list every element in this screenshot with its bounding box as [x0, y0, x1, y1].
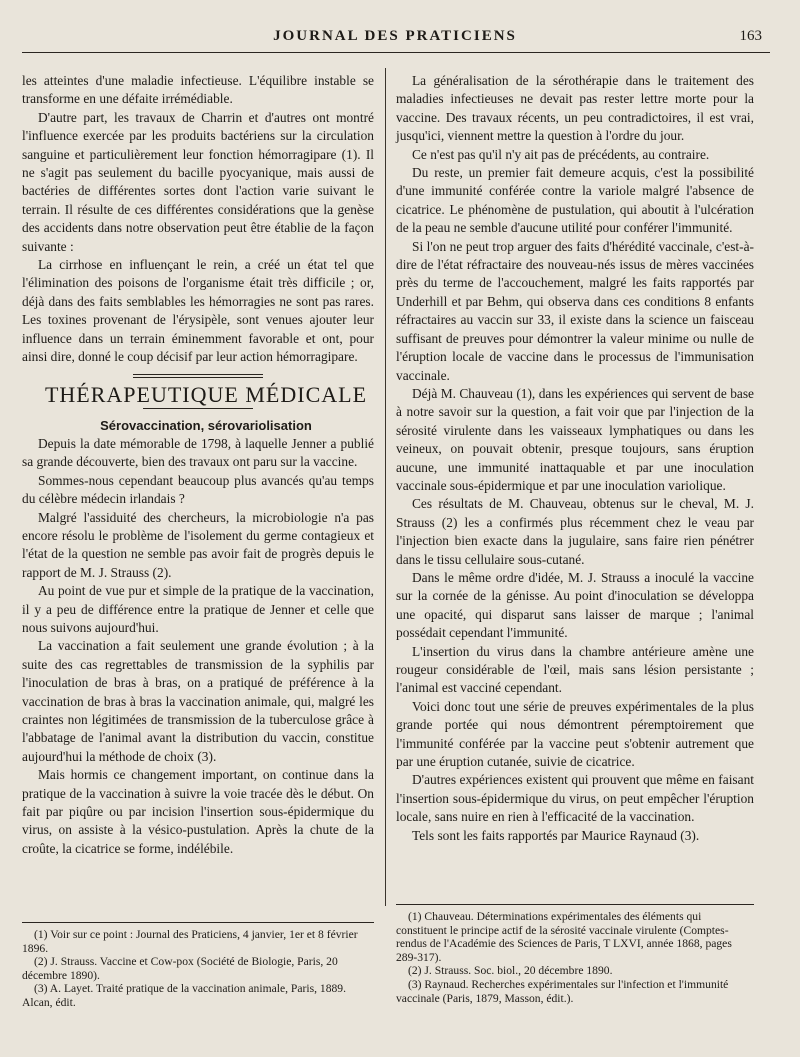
- paragraph: Dans le même ordre d'idée, M. J. Strauss a inoculé la vaccine sur la cornée de la génisse. Au point d'inoculation se développa une opacité, qui disparut sans laisser de marque ; l'animal possédait cependant l'immunité.: [396, 569, 754, 641]
- running-title: JOURNAL DES PRATICIENS: [273, 28, 517, 44]
- title-underline: [143, 408, 253, 409]
- page-header: [20, 26, 770, 50]
- footnote-rule-right: [396, 904, 754, 905]
- paragraph: La vaccination a fait seulement une grande évolution ; à la suite des cas regrettables de transmission de la syphilis par l'inoculation de bras à bras, on a pratiqué de préférence à la vaccination de bras à bras la vaccination animale, qui, malgré les craintes non légitimées de transmission de la tuberculose grâce à l'abbatage de l'animal avant la distribution du vaccin, constitue aujourd'hui la méthode de choix (3).: [22, 638, 374, 764]
- paragraph: Mais hormis ce changement important, on continue dans la pratique de la vaccination à suivre la voie tracée dès le début. On fait par piqûre ou par incision l'insertion sous-épidermique du virus, on assiste à la vésico-pustulation. Après la chute de la croûte, la cicatrice se forme, indélébile.: [22, 767, 374, 856]
- footnote: (3) A. Layet. Traité pratique de la vaccination animale, Paris, 1889. Alcan, édit.: [22, 982, 346, 1009]
- paragraph: Ces résultats de M. Chauveau, obtenus sur le cheval, M. J. Strauss (2) les a confirmés plus récemment chez le veau par l'injection bien exacte dans la jugulaire, sans faire rien pénétrer dans le tissu cellulaire sous-cutané.: [396, 496, 754, 567]
- paragraph: Au point de vue pur et simple de la pratique de la vaccination, il y a peu de différence entre la pratique de Jenner et celle que nous suivons aujourd'hui.: [22, 583, 374, 635]
- subsection-title: Sérovaccination, sérovariolisation: [100, 417, 312, 433]
- footnote: (2) J. Strauss. Vaccine et Cow-pox (Société de Biologie, Paris, 20 décembre 1890).: [22, 955, 338, 982]
- left-column: [22, 72, 374, 858]
- section-title: THÉRAPEUTIQUE MÉDICALE: [44, 381, 368, 407]
- right-column: [396, 72, 754, 845]
- paragraph: Depuis la date mémorable de 1798, à laquelle Jenner a publié sa grande découverte, bien des travaux ont paru sur la vaccine.: [22, 435, 374, 470]
- footnote: (1) Chauveau. Déterminations expérimentales des éléments qui constituent le principe actif de la sérosité vaccinale virulente (Comptes-rendus de l'Académie des Sciences de Paris, T LXVI, année 1868, pages 289-317).: [396, 910, 732, 964]
- footnote-rule-left: [22, 922, 374, 923]
- paragraph: Du reste, un premier fait demeure acquis, c'est la possibilité d'une immunité conférée contre la variole malgré l'absence de cicatrice. Le phénomène de pustulation, qui aboutit à l'ulcération de la peau ne semble d'aucune utilité pour conférer l'immunité.: [396, 165, 754, 236]
- header-rule: [22, 52, 770, 53]
- paragraph: L'insertion du virus dans la chambre antérieure amène une rougeur considérable de l'œil, mais sans lésion persistante ; l'animal est vacciné cependant.: [396, 643, 754, 696]
- footnote: (1) Voir sur ce point : Journal des Praticiens, 4 janvier, 1er et 8 février 1896.: [22, 928, 358, 955]
- paragraph: Voici donc tout une série de preuves expérimentales de la plus grande portée qui nous démontrent péremptoirement que l'immunité conférée par la vaccine peut s'obtenir autrement que par une éruption cutanée, suivie de cicatrice.: [396, 698, 754, 770]
- paragraph: Sommes-nous cependant beaucoup plus avancés qu'au temps du célèbre médecin irlandais ?: [22, 472, 374, 507]
- page-number: 163: [739, 28, 762, 44]
- footnote: (2) J. Strauss. Soc. biol., 20 décembre 1890.: [408, 964, 613, 978]
- paragraph: Déjà M. Chauveau (1), dans les expériences qui servent de base à notre savoir sur la question, a fait voir que par l'injection de la sérosité virulente dans les vaisseaux lymphatiques ou dans les veineux, on pouvait obtenir, presque toujours, sans éruption aucune, une immunité inattaquable et par une inoculation vaccinale sous-épidermique et par une inoculation variolique.: [396, 385, 754, 493]
- paragraph: Malgré l'assiduité des chercheurs, la microbiologie n'a pas encore résolu le problème de l'isolement du germe contagieux et l'état de la question ne semble pas avoir fait de progrès depuis le rapport de M. J. Strauss (2).: [22, 509, 374, 580]
- footnote: (3) Raynaud. Recherches expérimentales sur l'infection et l'immunité vaccinale (Paris, 1879, Masson, édit.).: [396, 977, 729, 1005]
- paragraph: Si l'on ne peut trop arguer des faits d'hérédité vaccinale, c'est-à-dire de l'état réfractaire des nouveau-nés issus de mères vaccinées près du terme de l'accouchement, malgré les faits rapportés par Underhill et par Behm, qui observa dans ces conditions 8 enfants réfractaires au vaccin sur 33, il existe dans la science un faisceau suffisant de preuves pour démontrer la valeur minime ou nulle de l'éruption locale de vaccine dans le processus de l'immunisation vaccinale.: [396, 238, 754, 383]
- paragraph: D'autres expériences existent qui prouvent que même en faisant l'insertion sous-épidermique du virus, on peut empêcher l'éruption locale, sans nuire en rien à l'efficacité de la vaccination.: [396, 772, 754, 825]
- column-divider: [385, 68, 386, 906]
- footnotes-left: [22, 928, 374, 1010]
- paragraph: D'autre part, les travaux de Charrin et d'autres ont montré l'influence exercée par les produits bactériens sur la circulation sanguine et particulièrement leur fonction hémorragipare (1). Il ne s'agit pas seulement du bacille pyocyanique, mais aussi de bactéries de différentes sortes dont l'action varie suivant le terrain. Il résulte de ces différentes considérations que la genèse des accidents dans notre observation peut être établie de la façon suivante :: [22, 109, 374, 254]
- paragraph: Ce n'est pas qu'il n'y ait pas de précédents, au contraire.: [412, 146, 710, 162]
- paragraph: les atteintes d'une maladie infectieuse. L'équilibre instable se transforme en une défaite irrémédiable.: [22, 73, 374, 107]
- paragraph: Tels sont les faits rapportés par Maurice Raynaud (3).: [412, 827, 700, 843]
- paragraph: La cirrhose en influençant le rein, a créé un état tel que l'élimination des poisons de l'organisme était très difficile ; or, déjà dans des faits semblables les hémorragies ne sont pas rares. Les toxines provenant de l'érysipèle, sont venues ajouter leur influence dans un terrain éminemment favorable et ont, pour ainsi dire, donné le coup décisif par leur action hémorragipare.: [22, 257, 374, 365]
- paragraph: La généralisation de la sérothérapie dans le traitement des maladies infectieuses ne devait pas rester lettre morte pour la vaccine. Des travaux récents, un peu contradictoires, il est vrai, jusqu'ici, viennent mettre la question à l'ordre du jour.: [396, 73, 754, 144]
- footnotes-right: [396, 910, 754, 1005]
- section-separator: [133, 374, 263, 378]
